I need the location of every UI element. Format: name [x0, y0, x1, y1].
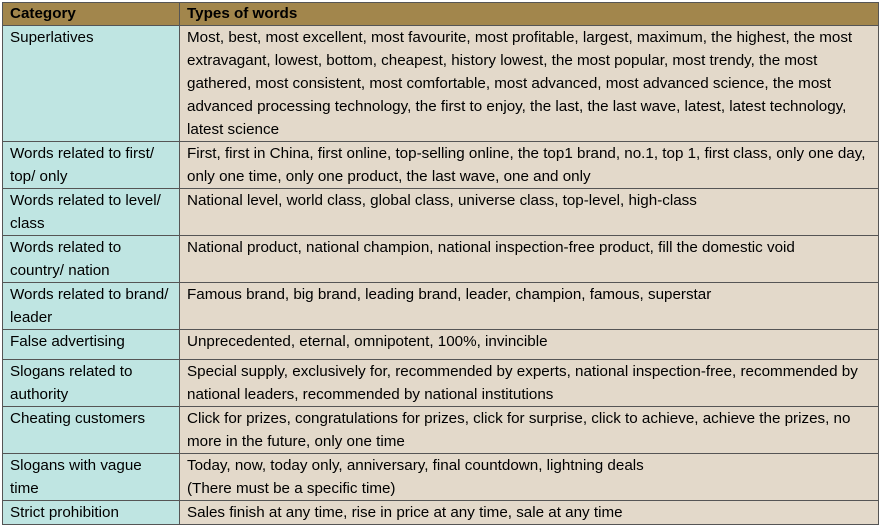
words-cell: Most, best, most excellent, most favourite, most profitable, largest, maximum, the highest, the most extravagant, lowest, bottom, cheapest, history lowest, the most popular, most trendy, the most gathered, most consistent, most comfortable, most advanced, most advanced science, the most advanced processing technology, the first to enjoy, the last, the last wave, latest, latest technology, latest science — [180, 26, 879, 142]
words-column-header: Types of words — [180, 3, 879, 26]
category-cell: Words related to first/ top/ only — [3, 142, 180, 189]
category-cell: Slogans with vague time — [3, 454, 180, 501]
words-cell: Unprecedented, eternal, omnipotent, 100%, invincible — [180, 330, 879, 360]
category-column-header: Category — [3, 3, 180, 26]
table-row — [3, 26, 879, 142]
prohibited-words-table — [2, 2, 879, 525]
table-row — [3, 236, 879, 283]
words-cell: Famous brand, big brand, leading brand, leader, champion, famous, superstar — [180, 283, 879, 330]
words-cell: National product, national champion, national inspection-free product, fill the domestic void — [180, 236, 879, 283]
words-cell: National level, world class, global class, universe class, top-level, high-class — [180, 189, 879, 236]
category-cell: Strict prohibition — [3, 501, 180, 525]
words-cell: Today, now, today only, anniversary, final countdown, lightning deals (There must be a specific time) — [180, 454, 879, 501]
category-cell: Words related to level/ class — [3, 189, 180, 236]
category-cell: Slogans related to authority — [3, 360, 180, 407]
category-cell: False advertising — [3, 330, 180, 360]
category-cell: Words related to brand/ leader — [3, 283, 180, 330]
table-row — [3, 501, 879, 525]
table-row — [3, 189, 879, 236]
table-row — [3, 330, 879, 360]
table-row — [3, 283, 879, 330]
table-row — [3, 454, 879, 501]
words-cell: Click for prizes, congratulations for prizes, click for surprise, click to achieve, achieve the prizes, no more in the future, only one time — [180, 407, 879, 454]
words-cell: Sales finish at any time, rise in price at any time, sale at any time — [180, 501, 879, 525]
category-cell: Cheating customers — [3, 407, 180, 454]
words-cell: First, first in China, first online, top-selling online, the top1 brand, no.1, top 1, first class, only one day, only one time, only one product, the last wave, one and only — [180, 142, 879, 189]
header-row — [3, 3, 879, 26]
category-cell: Superlatives — [3, 26, 180, 142]
table-row — [3, 360, 879, 407]
table-row — [3, 142, 879, 189]
words-cell: Special supply, exclusively for, recommended by experts, national inspection-free, recommended by national leaders, recommended by national institutions — [180, 360, 879, 407]
category-cell: Words related to country/ nation — [3, 236, 180, 283]
table-row — [3, 407, 879, 454]
